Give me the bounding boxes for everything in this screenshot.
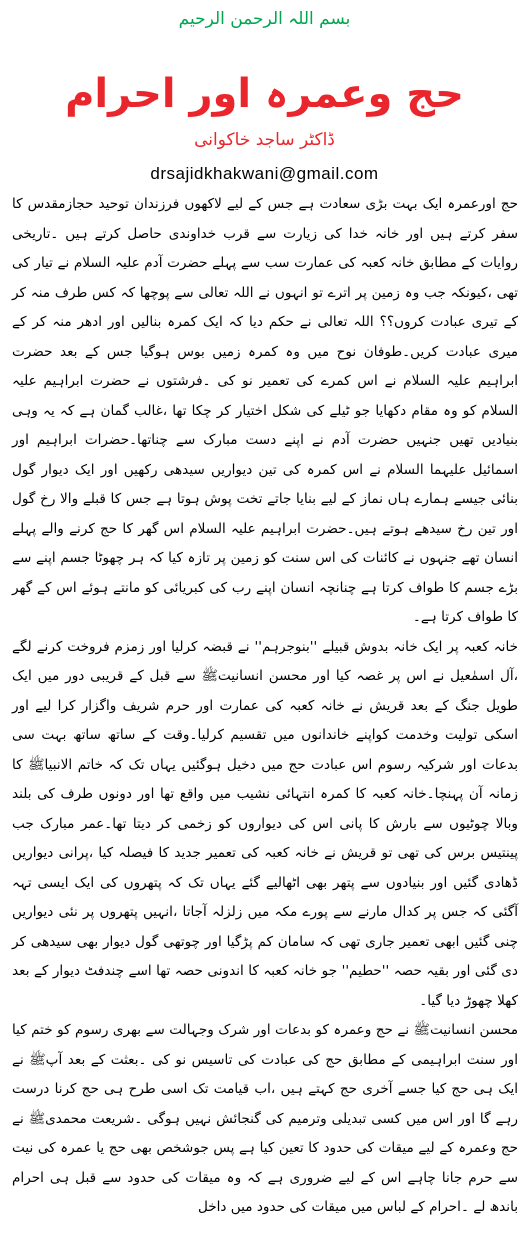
author-email: drsajidkhakwani@gmail.com [150,164,379,183]
author-name: ڈاکٹر ساجد خاکوانی [194,130,335,150]
article-body [12,190,518,1223]
paragraph-2: خانہ کعبہ پر ایک خانہ بدوش قبیلے ''بنوجرہم'' نے قبضہ کرلیا اور زمزم فروخت کرنے لگے ،آل اسمٰعیل نے اس پر غصہ کیا اور محسن انسانیتﷺ سے قبل کے قریبی دور میں ایک طویل جنگ کے بعد قریش نے خانہ کعبہ کی عمارت اور حرم شریف واگزار کرا لیے اور اسکی تولیت وخدمت کواپنے خاندانوں میں تقسیم کرلیا۔وقت کے ساتھ ساتھ بہت سی بدعات اور شرکیہ رسوم اس عبادت حج میں دخیل ہوگئیں یہاں تک کہ خاتم الانبیاﷺ کا زمانہ آن پہنچا۔خانہ کعبہ کا کمرہ انتہائی نشیب میں واقع تھا اور دونوں طرف کی بلند وبالا چوٹیوں سے بارش کا پانی اس کی دیواروں کو زخمی کر دیتا تھا۔عمر مبارک جب پینتیس برس کی تھی تو قریش نے خانہ کعبہ کی تعمیر جدید کا فیصلہ کیا ،پرانی دیواریں ڈھادی گئیں اور بنیادوں سے پتھر بھی اٹھالیے گئے یہاں تک کہ پتھروں کی ایک ایسی تہہ آگئی کہ جس پر کدال مارنے سے پورے مکہ میں زلزلہ آجاتا ،انہیں پتھروں پر نئی دیواریں چنی گئیں ابھی تعمیر جاری تھی کہ سامان کم پڑگیا اور چوتھی گول دیوار بھی سیدھی کر دی گئی اور بقیہ حصہ ''حطیم'' جو خانہ کعبہ کا اندونی حصہ تھا اسے چندفٹ دیوار کے بعد کھلا چھوڑ دیا گیا۔ [12,638,518,1009]
paragraph-3: محسن انسانیتﷺ نے حج وعمرہ کو بدعات اور شرک وجہالت سے بھری رسوم کو ختم کیا اور سنت ابراہیمی کے مطابق حج کی عبادت کی تاسیس نو کی ۔بعثت کے بعد آپﷺ نے ایک ہی حج کیا جسے آخری حج کہتے ہیں ،اب قیامت تک اسی طرح ہی حج کرنا درست رہے گا اور اس میں کسی تبدیلی وترمیم کی گنجائش نہیں ہوگی ۔شریعت محمدیﷺ نے حج وعمرہ کے لیے میقات کی حدود کا تعین کیا ہے پس جوشخص بھی حج یا عمرہ کی نیت سے حرم جانا چاہے اس کے لیے ضروری ہے کہ وہ میقات کی حدود سے قبل ہی احرام باندھ لے ۔احرام کے لباس میں میقات کی حدود میں داخل [12,1022,518,1215]
article-title: حج وعمرہ اور احرام [65,71,464,117]
bismillah-heading: بسم اللہ الرحمن الرحیم [178,9,351,29]
paragraph-1: حج اورعمرہ ایک بہت بڑی سعادت ہے جس کے لیے لاکھوں فرزندان توحید حجازمقدس کا سفر کرتے ہیں اور خانہ خدا کی زیارت سے قرب خداوندی حاصل کرتے ہیں ۔تاریخی روایات کے مطابق خانہ کعبہ کی عمارت سب سے پہلے حضرت آدم علیہ السلام نے تیار کی تھی ،کیونکہ جب وہ زمین پر اترے تو انہوں نے اللہ تعالی سے پوچھا کہ کس طرف منہ کر کے تیری عبادت کروں؟؟ اللہ تعالی نے حکم دیا کہ ایک کمرہ بنالیں اور ادھر منہ کر کے میری عبادت کریں۔طوفان نوح میں وہ کمرہ زمیں بوس ہوگیا جس کے بعد حضرت ابراہیم علیہ السلام نے اس کمرے کی تعمیر نو کی ۔فرشتوں نے حضرت ابراہیم علیہ السلام کو وہ مقام دکھایا جو ٹیلے کی شکل اختیار کر چکا تھا ،غالب گمان ہے کہ یہ وہی بنیادیں تھیں جنہیں حضرت آدم نے اپنے دست مبارک سے چناتھا۔حضرات ابراہیم اور اسمائیل علیہما السلام نے اس کمرہ کی تین دیواریں سیدھی رکھیں اور ایک دیوار گول بنائی جیسے ہمارے ہاں نماز کے لیے بنایا جاتے تخت پوش ہوتا ہے جس کا قبلے والا رخ گول اور تین رخ سیدھے ہوتے ہیں۔حضرت ابراہیم علیہ السلام اس گھر کا حج کرنے والے پہلے انسان تھے جنہوں نے کائنات کی اس سنت کو زمین پر تازہ کیا کہ ہر چھوٹا جسم اپنے سے بڑے جسم کا طواف کرتا ہے چنانچہ انسان اپنے رب کی کبریائی کو مانتے ہوئے اس کے گھر کا طواف کرتا ہے۔ [12,196,518,625]
